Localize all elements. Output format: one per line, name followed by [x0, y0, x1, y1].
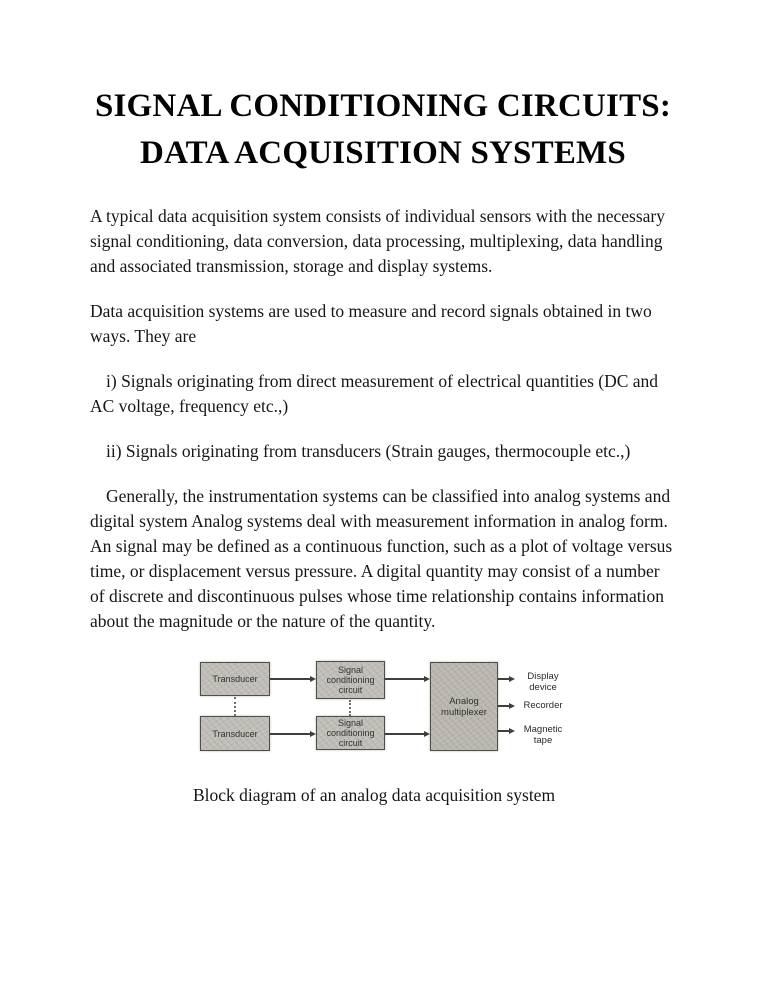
- output-label-magnetic-tape: Magnetic tape: [523, 724, 563, 746]
- block-diagram-figure: [195, 654, 565, 769]
- signal-conditioning-top-box: [316, 661, 385, 699]
- paragraph-item-i: i) Signals originating from direct measurement of electrical quantities (DC and AC voltage, frequency etc.,): [90, 371, 659, 416]
- transducer-top-label: Transducer: [212, 674, 258, 684]
- transducer-top-box: [200, 662, 270, 696]
- page-title: [90, 83, 676, 177]
- signal-conditioning-bottom-box: [316, 716, 385, 750]
- signal-conditioning-top-label: Signal conditioning circuit: [326, 665, 375, 695]
- output-label-recorder: Recorder: [523, 700, 563, 711]
- page-title-line-1: SIGNAL CONDITIONING CIRCUITS:: [94, 88, 672, 124]
- figure-caption: Block diagram of an analog data acquisition system: [193, 785, 556, 805]
- paragraph-item-ii: ii) Signals originating from transducers (Strain gauges, thermocouple etc.,): [106, 441, 631, 461]
- paragraph-intro: A typical data acquisition system consists of individual sensors with the necessary signal conditioning, data conversion, data processing, multiplexing, data handling and associated transmission, storage and display systems.: [90, 206, 665, 276]
- signal-conditioning-bottom-label: Signal conditioning circuit: [326, 718, 375, 748]
- dotted-connector-signal-conditioning: [349, 700, 351, 716]
- page-title-line-2: DATA ACQUISITION SYSTEMS: [140, 135, 626, 171]
- dotted-connector-transducers: [234, 697, 236, 716]
- transducer-bottom-box: [200, 716, 270, 751]
- output-label-display-device: Display device: [527, 671, 559, 693]
- transducer-bottom-label: Transducer: [212, 728, 258, 739]
- paragraph-generally: Generally, the instrumentation systems can be classified into analog systems and digital system Analog systems deal with measurement information in analog form. An signal may be defined as a continuous function, such as a plot of voltage versus time, or displacement versus pressure. A digital quantity may consist of a number of discrete and discontinuous pulses whose time relationship contains information about the magnitude or the nature of the quantity.: [90, 486, 673, 631]
- paragraph-two-ways: Data acquisition systems are used to measure and record signals obtained in two ways. They are: [90, 301, 652, 346]
- analog-multiplexer-label: Analog multiplexer: [441, 695, 487, 718]
- analog-multiplexer-box: [430, 662, 498, 751]
